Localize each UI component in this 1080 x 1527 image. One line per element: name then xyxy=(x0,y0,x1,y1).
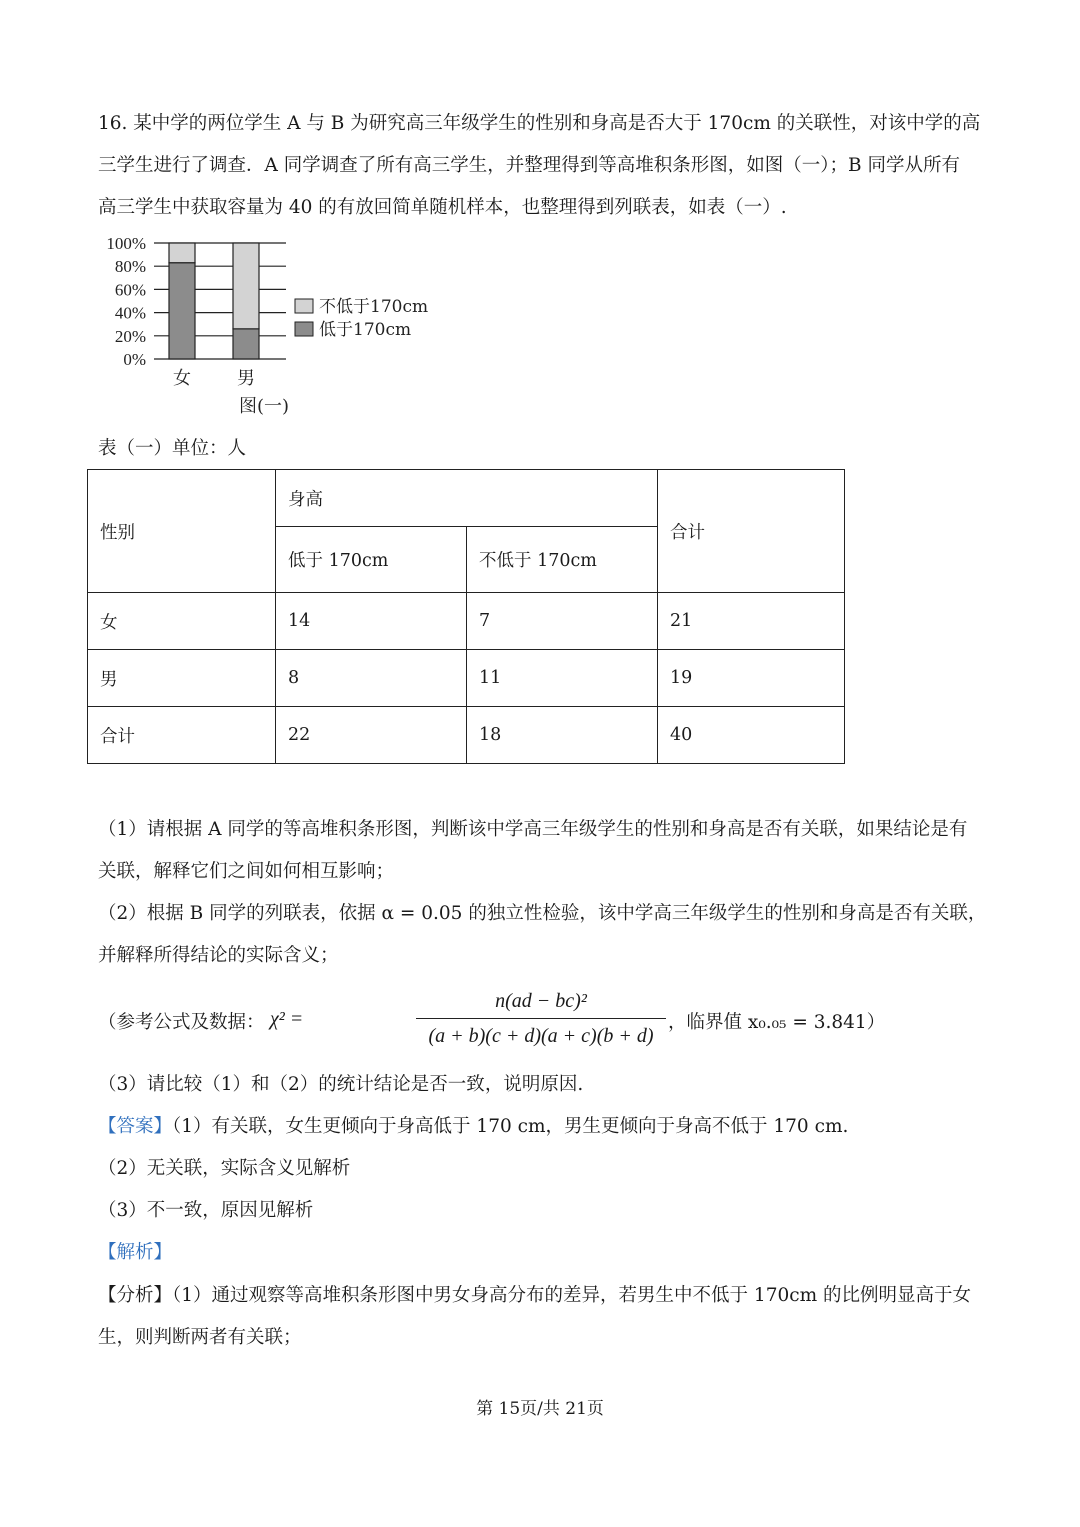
chi-square-symbol: χ² = xyxy=(270,1008,304,1030)
subheader-high: 不低于 170cm xyxy=(467,527,658,593)
stacked-bar-chart xyxy=(90,232,450,427)
table-caption: 表（一）单位：人 xyxy=(98,438,247,459)
analysis-tag: 【解析】 xyxy=(98,1242,173,1263)
bar-segment xyxy=(233,243,259,329)
subheader-low: 低于 170cm xyxy=(276,527,467,593)
answer-3: （3）不一致，原因见解析 xyxy=(98,1200,314,1221)
table-row xyxy=(88,650,845,707)
page-footer: 第 15页/共 21页 xyxy=(476,1399,604,1419)
formula-denominator: (a + b)(c + d)(a + c)(b + d) xyxy=(428,1025,654,1047)
cell-high: 11 xyxy=(467,650,658,707)
answer-1: （1）有关联，女生更倾向于身高低于 170 cm，男生更倾向于身高不低于 170 cm. xyxy=(172,1116,849,1137)
question-line-1: 16. 某中学的两位学生 A 与 B 为研究高三年级学生的性别和身高是否大于 170cm 的关联性，对该中学的高 xyxy=(98,113,981,134)
y-tick-label: 100% xyxy=(106,234,146,253)
y-tick-label: 40% xyxy=(114,303,146,323)
y-tick-label: 20% xyxy=(114,326,146,346)
cell-total: 21 xyxy=(658,593,845,650)
contingency-table xyxy=(87,469,845,764)
cell-high: 18 xyxy=(467,707,658,764)
fenxi-tag: 【分析】 xyxy=(98,1285,173,1306)
bar-segment xyxy=(169,263,195,359)
analysis-line-2: 生，则判断两者有关联； xyxy=(98,1327,302,1348)
legend-label: 不低于170cm xyxy=(319,297,429,317)
part-3: （3）请比较（1）和（2）的统计结论是否一致，说明原因. xyxy=(98,1074,584,1095)
table-row xyxy=(88,707,845,764)
answer-tag: 【答案】 xyxy=(98,1116,173,1137)
part-1-line-1: （1）请根据 A 同学的等高堆积条形图，判断该中学高三年级学生的性别和身高是否有关联，如果结论是有 xyxy=(98,819,968,840)
bar-segment xyxy=(233,329,259,359)
row-label: 合计 xyxy=(88,707,276,764)
part-2-line-1: （2）根据 B 同学的列联表，依据 α = 0.05 的独立性检验，该中学高三年级学生的性别和身高是否有关联， xyxy=(98,903,987,924)
table-row xyxy=(88,593,845,650)
legend-swatch xyxy=(295,299,313,313)
legend-swatch xyxy=(295,322,313,336)
fraction-bar xyxy=(416,1018,666,1019)
x-tick-label: 男 xyxy=(237,368,255,389)
cell-high: 7 xyxy=(467,593,658,650)
cell-total: 40 xyxy=(658,707,845,764)
y-tick-label: 60% xyxy=(114,280,146,300)
cell-total: 19 xyxy=(658,650,845,707)
question-line-3: 高三学生中获取容量为 40 的有放回简单随机样本，也整理得到列联表，如表（一）. xyxy=(98,197,787,218)
part-1-line-2: 关联，解释它们之间如何相互影响； xyxy=(98,861,395,882)
header-height: 身高 xyxy=(276,470,658,527)
y-tick-label: 80% xyxy=(114,257,146,277)
question-line-2: 三学生进行了调查．A 同学调查了所有高三学生，并整理得到等高堆积条形图，如图（一）；B 同学从所有 xyxy=(98,155,960,176)
header-total: 合计 xyxy=(658,470,845,593)
cell-low: 8 xyxy=(276,650,467,707)
answer-2: （2）无关联，实际含义见解析 xyxy=(98,1158,351,1179)
row-label: 男 xyxy=(88,650,276,707)
formula-suffix: ，临界值 x₀.₀₅ = 3.841） xyxy=(668,1012,886,1033)
cell-low: 14 xyxy=(276,593,467,650)
y-tick-label: 0% xyxy=(123,350,146,369)
chart-caption: 图(一) xyxy=(238,396,290,417)
x-tick-label: 女 xyxy=(173,368,191,389)
header-gender: 性别 xyxy=(88,470,276,593)
answer-line-1 xyxy=(98,1115,848,1139)
part-2-line-2: 并解释所得结论的实际含义； xyxy=(98,945,339,966)
bar-segment xyxy=(169,243,195,263)
analysis-line-1 xyxy=(98,1284,971,1308)
legend-label: 低于170cm xyxy=(319,320,412,340)
formula-fraction xyxy=(416,986,666,1051)
formula-prefix: （参考公式及数据： xyxy=(98,1012,265,1033)
cell-low: 22 xyxy=(276,707,467,764)
row-label: 女 xyxy=(88,593,276,650)
formula-numerator: n(ad − bc)² xyxy=(495,990,587,1012)
analysis-text-1: （1）通过观察等高堆积条形图中男女身高分布的差异，若男生中不低于 170cm 的比例明显高于女 xyxy=(172,1285,972,1306)
